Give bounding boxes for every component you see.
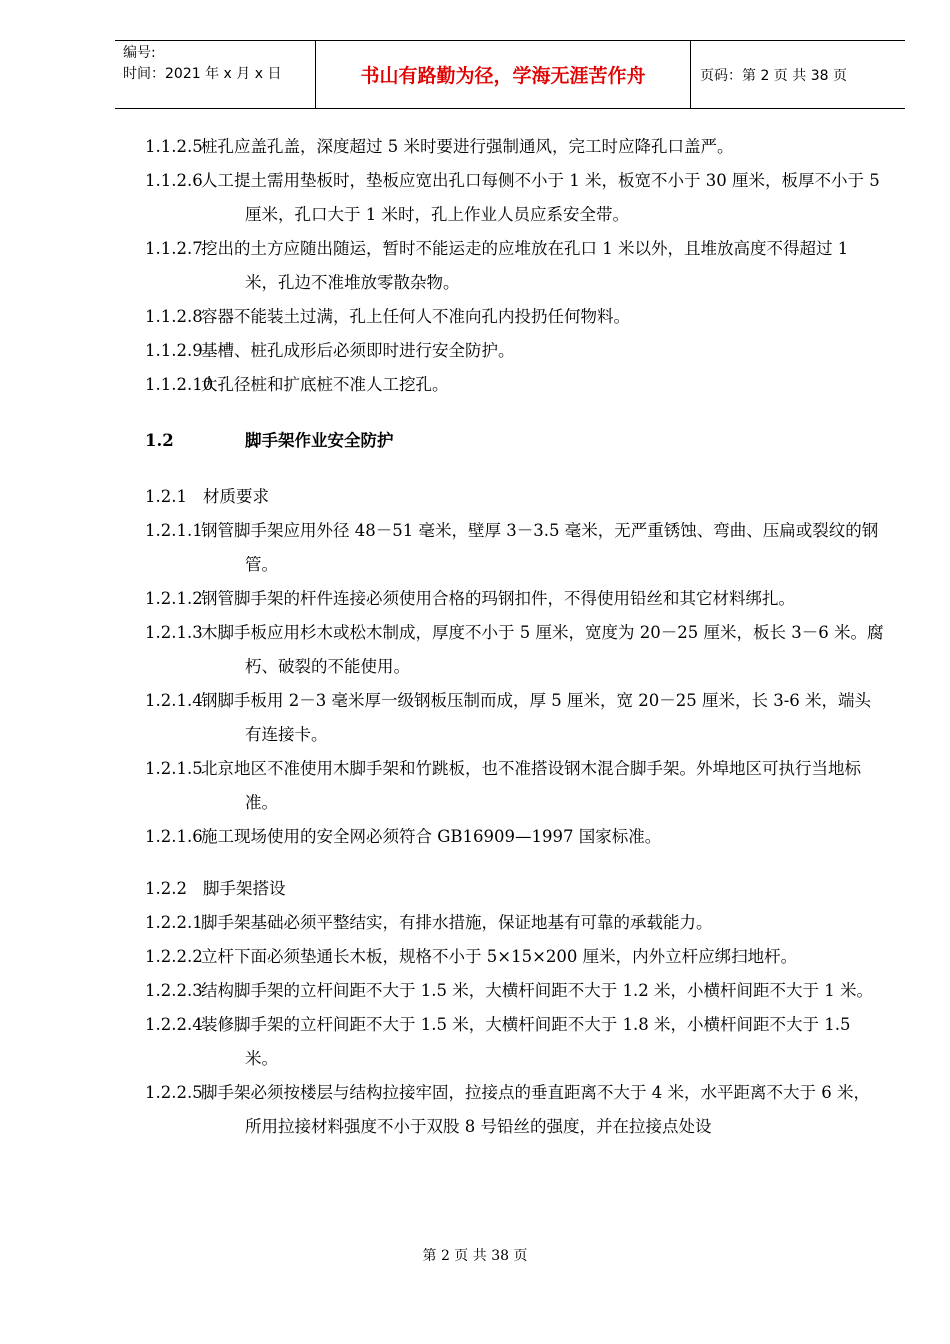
clause-text: 桩孔应盖孔盖，深度超过 5 米时要进行强制通风，完工时应降孔口盖严。 xyxy=(201,137,734,156)
clause-text: 钢脚手板用 2－3 毫米厚一级钢板压制而成，厚 5 厘米，宽 20－25 厘米，长 3-6 米，端头有连接卡。 xyxy=(201,691,872,744)
section-1-1-2-items xyxy=(145,130,885,402)
clause-text: 木脚手板应用杉木或松木制成，厚度不小于 5 厘米，宽度为 20－25 厘米，板长 3－6 米。腐朽、破裂的不能使用。 xyxy=(201,623,884,676)
clause-item xyxy=(145,130,885,164)
clause-number: 1.2.1.2 xyxy=(145,589,203,608)
page-header xyxy=(115,40,905,109)
section-heading-1-2 xyxy=(145,424,885,458)
clause-number: 1.2.2.2 xyxy=(145,947,203,966)
clause-item xyxy=(145,1008,885,1076)
section-1-2-1-items xyxy=(145,514,885,854)
clause-number: 1.2.2.5 xyxy=(145,1083,203,1102)
clause-text: 脚手架必须按楼层与结构拉接牢固，拉接点的垂直距离不大于 4 米，水平距离不大于 6 米，所用拉接材料强度不小于双股 8 号铅丝的强度，并在拉接点处设 xyxy=(201,1083,870,1136)
clause-number: 1.1.2.6 xyxy=(145,171,203,190)
subsection-title: 材质要求 xyxy=(203,487,269,506)
clause-number: 1.1.2.10 xyxy=(145,375,214,394)
clause-text: 装修脚手架的立杆间距不大于 1.5 米，大横杆间距不大于 1.8 米，小横杆间距不大于 1.5 米。 xyxy=(201,1015,851,1068)
clause-number: 1.2.2.4 xyxy=(145,1015,203,1034)
document-time-label: 时间：2021 年 x 月 x 日 xyxy=(123,66,282,82)
subsection-number: 1.2.2 xyxy=(145,879,187,898)
section-1-2-2-items xyxy=(145,906,885,1144)
subsection-heading-1-2-2 xyxy=(145,872,885,906)
clause-text: 结构脚手架的立杆间距不大于 1.5 米，大横杆间距不大于 1.2 米，小横杆间距不大于 1 米。 xyxy=(201,981,873,1000)
clause-text: 挖出的土方应随出随运，暂时不能运走的应堆放在孔口 1 米以外，且堆放高度不得超过 1 米，孔边不准堆放零散杂物。 xyxy=(201,239,849,292)
section-number: 1.2 xyxy=(145,431,174,450)
clause-item xyxy=(145,752,885,820)
clause-number: 1.1.2.7 xyxy=(145,239,203,258)
clause-number: 1.2.1.5 xyxy=(145,759,203,778)
clause-text: 北京地区不准使用木脚手架和竹跳板，也不准搭设钢木混合脚手架。外埠地区可执行当地标准。 xyxy=(201,759,861,812)
clause-text: 钢管脚手架应用外径 48－51 毫米，壁厚 3－3.5 毫米，无严重锈蚀、弯曲、压扁或裂纹的钢管。 xyxy=(201,521,879,574)
section-title: 脚手架作业安全防护 xyxy=(245,431,394,450)
clause-item xyxy=(145,300,885,334)
clause-item xyxy=(145,940,885,974)
clause-text: 立杆下面必须垫通长木板，规格不小于 5×15×200 厘米，内外立杆应绑扫地杆。 xyxy=(201,947,798,966)
clause-text: 大孔径桩和扩底桩不准人工挖孔。 xyxy=(201,375,449,394)
header-meta xyxy=(115,41,315,108)
clause-item xyxy=(145,820,885,854)
clause-item xyxy=(145,684,885,752)
clause-text: 容器不能装土过满，孔上任何人不准向孔内投扔任何物料。 xyxy=(201,307,630,326)
clause-number: 1.2.2.1 xyxy=(145,913,203,932)
clause-item xyxy=(145,514,885,582)
clause-text: 施工现场使用的安全网必须符合 GB16909—1997 国家标准。 xyxy=(201,827,662,846)
subsection-heading-1-2-1 xyxy=(145,480,885,514)
clause-item xyxy=(145,368,885,402)
document-body xyxy=(145,130,885,1144)
page-footer: 第 2 页 共 38 页 xyxy=(422,1248,528,1264)
subsection-number: 1.2.1 xyxy=(145,487,187,506)
document-code-label: 编号: xyxy=(123,45,156,61)
clause-item xyxy=(145,582,885,616)
clause-text: 脚手架基础必须平整结实，有排水措施，保证地基有可靠的承载能力。 xyxy=(201,913,713,932)
clause-item xyxy=(145,616,885,684)
clause-item xyxy=(145,906,885,940)
header-page-info: 页码：第 2 页 共 38 页 xyxy=(700,67,847,84)
clause-item xyxy=(145,334,885,368)
clause-number: 1.2.1.1 xyxy=(145,521,203,540)
clause-number: 1.2.1.4 xyxy=(145,691,203,710)
clause-number: 1.1.2.8 xyxy=(145,307,203,326)
header-motto: 书山有路勤为径，学海无涯苦作舟 xyxy=(315,41,691,108)
clause-text: 人工提土需用垫板时，垫板应宽出孔口每侧不小于 1 米，板宽不小于 30 厘米，板厚不小于 5 厘米，孔口大于 1 米时，孔上作业人员应系安全带。 xyxy=(201,171,880,224)
clause-number: 1.2.1.6 xyxy=(145,827,203,846)
clause-text: 基槽、桩孔成形后必须即时进行安全防护。 xyxy=(201,341,515,360)
clause-item xyxy=(145,1076,885,1144)
clause-item xyxy=(145,232,885,300)
clause-text: 钢管脚手架的杆件连接必须使用合格的玛钢扣件，不得使用铅丝和其它材料绑扎。 xyxy=(201,589,795,608)
clause-number: 1.1.2.5 xyxy=(145,137,203,156)
clause-item xyxy=(145,164,885,232)
subsection-title: 脚手架搭设 xyxy=(203,879,286,898)
clause-number: 1.1.2.9 xyxy=(145,341,203,360)
clause-number: 1.2.2.3 xyxy=(145,981,203,1000)
clause-number: 1.2.1.3 xyxy=(145,623,203,642)
clause-item xyxy=(145,974,885,1008)
